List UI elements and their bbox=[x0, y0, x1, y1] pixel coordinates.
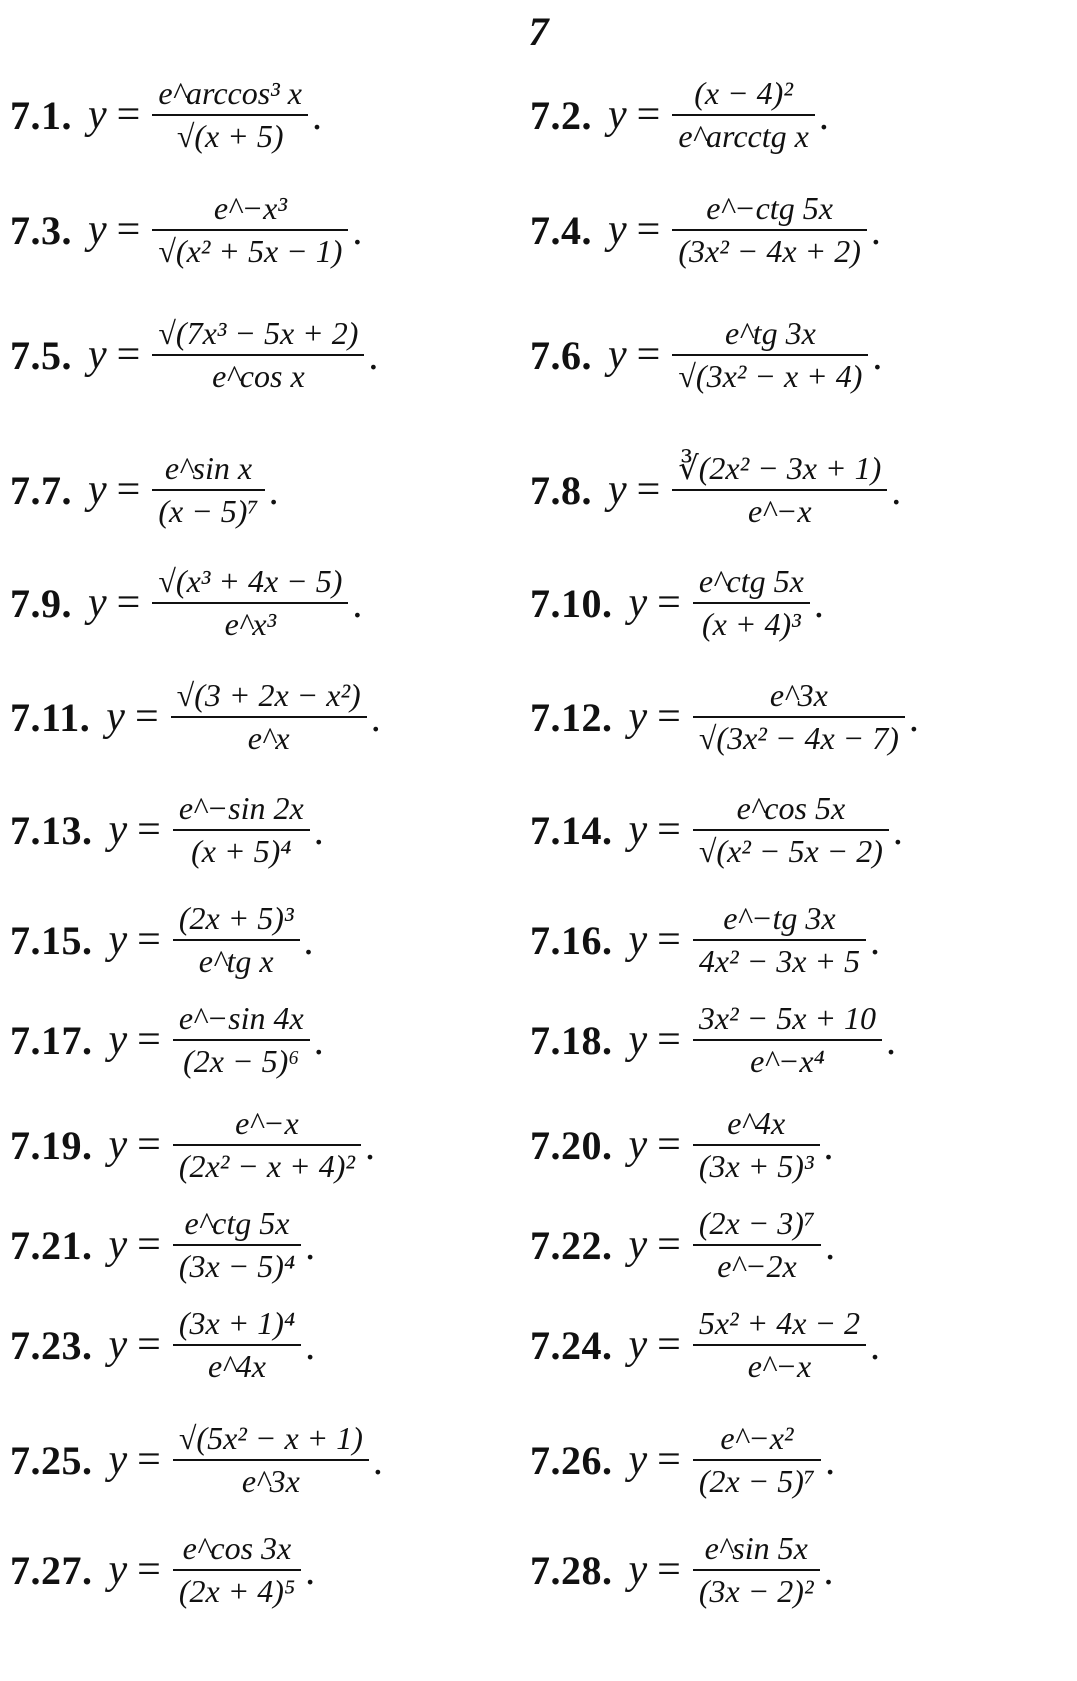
problem-label: 7.18. bbox=[530, 1017, 613, 1063]
denominator: √(3x² − x + 4) bbox=[678, 358, 863, 394]
equals-sign: = bbox=[657, 1437, 681, 1483]
period: . bbox=[825, 1437, 836, 1483]
function-symbol: y bbox=[608, 207, 627, 253]
problem-7-10 bbox=[530, 548, 824, 658]
equals-sign: = bbox=[657, 1122, 681, 1168]
problem-7-21 bbox=[10, 1190, 315, 1300]
equals-sign: = bbox=[137, 1017, 161, 1063]
numerator: (x − 4)² bbox=[694, 75, 793, 112]
problem-7-14 bbox=[530, 775, 903, 885]
problem-label: 7.12. bbox=[530, 694, 613, 740]
equals-sign: = bbox=[657, 1017, 681, 1063]
function-symbol: y bbox=[628, 1122, 648, 1168]
denominator: e^−x⁴ bbox=[750, 1043, 825, 1079]
fraction bbox=[693, 1305, 866, 1385]
equals-sign: = bbox=[137, 917, 161, 963]
fraction bbox=[152, 563, 348, 643]
period: . bbox=[305, 1222, 316, 1268]
function-symbol: y bbox=[608, 332, 627, 378]
numerator: e^−x bbox=[235, 1105, 299, 1142]
period: . bbox=[825, 1222, 836, 1268]
fraction bbox=[672, 75, 814, 155]
period: . bbox=[311, 92, 322, 138]
denominator: (2x + 4)⁵ bbox=[178, 1573, 296, 1609]
problem-7-1 bbox=[10, 60, 322, 170]
problem-7-22 bbox=[530, 1190, 835, 1300]
period: . bbox=[818, 92, 829, 138]
fraction bbox=[173, 1105, 361, 1185]
problem-label: 7.5. bbox=[10, 332, 72, 378]
numerator: √(x³ + 4x − 5) bbox=[158, 563, 343, 600]
function-symbol: y bbox=[108, 1437, 128, 1483]
problem-7-15 bbox=[10, 885, 314, 995]
problem-label: 7.6. bbox=[530, 332, 592, 378]
problem-7-27 bbox=[10, 1515, 315, 1625]
function-symbol: y bbox=[628, 917, 648, 963]
fraction bbox=[173, 1000, 310, 1080]
period: . bbox=[364, 1122, 375, 1168]
fraction bbox=[152, 75, 308, 155]
problem-label: 7.7. bbox=[10, 467, 72, 513]
denominator: e^−x bbox=[748, 493, 812, 529]
equals-sign: = bbox=[116, 580, 141, 626]
period: . bbox=[823, 1547, 834, 1593]
denominator: e^3x bbox=[241, 1463, 300, 1499]
problem-7-3 bbox=[10, 175, 362, 285]
fraction bbox=[173, 1205, 301, 1285]
numerator: √(7x³ − 5x + 2) bbox=[158, 315, 359, 352]
numerator: e^cos 3x bbox=[182, 1530, 292, 1567]
fraction bbox=[173, 790, 310, 870]
numerator: e^4x bbox=[727, 1105, 786, 1142]
problem-label: 7.19. bbox=[10, 1122, 93, 1168]
equals-sign: = bbox=[137, 1547, 161, 1593]
equals-sign: = bbox=[636, 467, 661, 513]
problem-7-25 bbox=[10, 1405, 383, 1515]
denominator: (x + 4)³ bbox=[701, 606, 801, 642]
denominator: e^4x bbox=[208, 1348, 266, 1384]
equals-sign: = bbox=[657, 807, 681, 853]
numerator: e^arccos³ x bbox=[158, 75, 302, 112]
function-symbol: y bbox=[108, 1322, 128, 1368]
period: . bbox=[305, 1322, 316, 1368]
fraction bbox=[693, 1105, 820, 1185]
period: . bbox=[352, 580, 363, 626]
period: . bbox=[892, 807, 903, 853]
function-symbol: y bbox=[628, 1437, 648, 1483]
numerator: e^−x² bbox=[720, 1420, 794, 1457]
problem-7-16 bbox=[530, 885, 880, 995]
problem-label: 7.2. bbox=[530, 92, 592, 138]
problem-7-23 bbox=[10, 1290, 315, 1400]
numerator: e^ctg 5x bbox=[184, 1205, 290, 1242]
function-symbol: y bbox=[108, 1122, 128, 1168]
problem-label: 7.16. bbox=[530, 917, 613, 963]
denominator: √(x + 5) bbox=[176, 118, 284, 154]
problem-7-2 bbox=[530, 60, 829, 170]
numerator: 3x² − 5x + 10 bbox=[698, 1000, 877, 1037]
equals-sign: = bbox=[657, 917, 681, 963]
problem-7-7 bbox=[10, 435, 279, 545]
equals-sign: = bbox=[636, 332, 661, 378]
function-symbol: y bbox=[88, 332, 107, 378]
equals-sign: = bbox=[137, 1322, 161, 1368]
period: . bbox=[908, 694, 919, 740]
problem-label: 7.4. bbox=[530, 207, 592, 253]
denominator: (3x − 2)² bbox=[698, 1573, 814, 1609]
numerator: √(5x² − x + 1) bbox=[178, 1420, 363, 1457]
problem-label: 7.9. bbox=[10, 580, 72, 626]
numerator: √(3 + 2x − x²) bbox=[176, 677, 361, 714]
problem-label: 7.20. bbox=[530, 1122, 613, 1168]
problem-label: 7.24. bbox=[530, 1322, 613, 1368]
function-symbol: y bbox=[108, 917, 128, 963]
function-symbol: y bbox=[628, 1547, 648, 1593]
problem-7-19 bbox=[10, 1090, 375, 1200]
period: . bbox=[313, 807, 324, 853]
denominator: e^cos x bbox=[212, 358, 305, 394]
numerator: e^tg 3x bbox=[724, 315, 816, 352]
problem-7-12 bbox=[530, 662, 919, 772]
problem-label: 7.10. bbox=[530, 580, 613, 626]
denominator: 4x² − 3x + 5 bbox=[698, 943, 861, 979]
fraction bbox=[693, 1420, 821, 1500]
equals-sign: = bbox=[657, 1547, 681, 1593]
problem-label: 7.8. bbox=[530, 467, 592, 513]
period: . bbox=[823, 1122, 834, 1168]
period: . bbox=[886, 1017, 897, 1063]
problem-label: 7.3. bbox=[10, 207, 72, 253]
problem-7-4 bbox=[530, 175, 881, 285]
problem-7-20 bbox=[530, 1090, 834, 1200]
numerator: ∛(2x² − 3x + 1) bbox=[678, 450, 882, 487]
equals-sign: = bbox=[137, 807, 161, 853]
equals-sign: = bbox=[137, 1122, 161, 1168]
page-number: 7 bbox=[528, 9, 549, 54]
fraction bbox=[171, 677, 367, 757]
period: . bbox=[313, 1017, 324, 1063]
denominator: e^x bbox=[247, 720, 290, 756]
numerator: e^sin 5x bbox=[704, 1530, 808, 1567]
numerator: e^sin x bbox=[164, 450, 253, 487]
denominator: (2x² − x + 4)² bbox=[178, 1148, 355, 1184]
numerator: e^−tg 3x bbox=[723, 900, 836, 937]
fraction bbox=[173, 900, 300, 980]
denominator: (3x² − 4x + 2) bbox=[678, 233, 861, 269]
period: . bbox=[813, 580, 824, 626]
equals-sign: = bbox=[137, 1222, 161, 1268]
problem-7-5 bbox=[10, 300, 378, 410]
equals-sign: = bbox=[657, 580, 681, 626]
problem-7-24 bbox=[530, 1290, 880, 1400]
function-symbol: y bbox=[106, 694, 125, 740]
denominator: e^−2x bbox=[717, 1248, 797, 1284]
period: . bbox=[891, 467, 902, 513]
fraction bbox=[672, 315, 868, 395]
problem-7-26 bbox=[530, 1405, 835, 1515]
denominator: e^arcctg x bbox=[678, 118, 809, 154]
denominator: (2x − 5)⁶ bbox=[183, 1043, 300, 1079]
equals-sign: = bbox=[116, 207, 141, 253]
problem-label: 7.11. bbox=[10, 694, 91, 740]
problem-7-6 bbox=[530, 300, 882, 410]
problem-label: 7.25. bbox=[10, 1437, 93, 1483]
fraction bbox=[693, 1000, 882, 1080]
equals-sign: = bbox=[636, 207, 661, 253]
function-symbol: y bbox=[628, 807, 648, 853]
numerator: 5x² + 4x − 2 bbox=[698, 1305, 861, 1342]
period: . bbox=[370, 694, 381, 740]
function-symbol: y bbox=[108, 1222, 128, 1268]
denominator: e^x³ bbox=[224, 606, 277, 642]
fraction bbox=[672, 190, 867, 270]
fraction bbox=[152, 315, 364, 395]
denominator: (x − 5)⁷ bbox=[158, 493, 259, 529]
period: . bbox=[368, 332, 379, 378]
denominator: (x + 5)⁴ bbox=[191, 833, 292, 869]
equals-sign: = bbox=[137, 1437, 161, 1483]
problem-7-13 bbox=[10, 775, 324, 885]
numerator: (2x + 5)³ bbox=[178, 900, 294, 937]
function-symbol: y bbox=[628, 1222, 648, 1268]
fraction bbox=[152, 190, 348, 270]
period: . bbox=[872, 332, 883, 378]
function-symbol: y bbox=[628, 694, 648, 740]
period: . bbox=[305, 1547, 316, 1593]
period: . bbox=[352, 207, 363, 253]
fraction bbox=[693, 790, 889, 870]
function-symbol: y bbox=[88, 467, 107, 513]
period: . bbox=[870, 1322, 881, 1368]
problem-label: 7.13. bbox=[10, 807, 93, 853]
problem-label: 7.23. bbox=[10, 1322, 93, 1368]
function-symbol: y bbox=[108, 807, 128, 853]
numerator: e^−sin 2x bbox=[178, 790, 304, 827]
numerator: e^−ctg 5x bbox=[706, 190, 833, 227]
problem-7-8 bbox=[530, 435, 901, 545]
problem-label: 7.15. bbox=[10, 917, 93, 963]
fraction bbox=[173, 1305, 301, 1385]
period: . bbox=[268, 467, 279, 513]
denominator: √(x² − 5x − 2) bbox=[698, 833, 883, 869]
problem-7-11 bbox=[10, 662, 381, 772]
problem-label: 7.28. bbox=[530, 1547, 613, 1593]
equals-sign: = bbox=[657, 694, 681, 740]
problem-label: 7.21. bbox=[10, 1222, 93, 1268]
problem-label: 7.27. bbox=[10, 1547, 93, 1593]
equals-sign: = bbox=[116, 332, 141, 378]
equals-sign: = bbox=[636, 92, 661, 138]
numerator: e^−x³ bbox=[213, 190, 287, 227]
numerator: e^cos 5x bbox=[736, 790, 846, 827]
numerator: e^−sin 4x bbox=[178, 1000, 304, 1037]
function-symbol: y bbox=[608, 92, 627, 138]
equals-sign: = bbox=[657, 1322, 681, 1368]
period: . bbox=[372, 1437, 383, 1483]
fraction bbox=[152, 450, 264, 530]
fraction bbox=[693, 1530, 820, 1610]
function-symbol: y bbox=[628, 1322, 648, 1368]
function-symbol: y bbox=[88, 92, 107, 138]
equals-sign: = bbox=[116, 467, 141, 513]
fraction bbox=[173, 1420, 369, 1500]
fraction bbox=[693, 677, 905, 757]
numerator: (2x − 3)⁷ bbox=[698, 1205, 816, 1242]
fraction bbox=[693, 1205, 821, 1285]
problem-label: 7.17. bbox=[10, 1017, 93, 1063]
denominator: e^−x bbox=[747, 1348, 812, 1384]
period: . bbox=[870, 207, 881, 253]
denominator: (2x − 5)⁷ bbox=[698, 1463, 816, 1499]
denominator: (3x + 5)³ bbox=[698, 1148, 814, 1184]
fraction bbox=[693, 563, 810, 643]
period: . bbox=[303, 917, 314, 963]
numerator: e^3x bbox=[769, 677, 828, 714]
equals-sign: = bbox=[657, 1222, 681, 1268]
function-symbol: y bbox=[108, 1547, 128, 1593]
denominator: √(x² + 5x − 1) bbox=[158, 233, 343, 269]
fraction bbox=[173, 1530, 301, 1610]
equals-sign: = bbox=[134, 694, 159, 740]
problem-7-18 bbox=[530, 985, 896, 1095]
function-symbol: y bbox=[108, 1017, 128, 1063]
period: . bbox=[870, 917, 881, 963]
fraction bbox=[672, 450, 887, 530]
problem-7-9 bbox=[10, 548, 362, 658]
function-symbol: y bbox=[628, 1017, 648, 1063]
problem-label: 7.14. bbox=[530, 807, 613, 853]
function-symbol: y bbox=[628, 580, 648, 626]
denominator: √(3x² − 4x − 7) bbox=[698, 720, 899, 756]
denominator: (3x − 5)⁴ bbox=[178, 1248, 296, 1284]
problem-7-17 bbox=[10, 985, 324, 1095]
function-symbol: y bbox=[88, 580, 107, 626]
problem-label: 7.1. bbox=[10, 92, 72, 138]
fraction bbox=[693, 900, 866, 980]
problem-7-28 bbox=[530, 1515, 834, 1625]
numerator: e^ctg 5x bbox=[698, 563, 804, 600]
function-symbol: y bbox=[608, 467, 627, 513]
denominator: e^tg x bbox=[198, 943, 274, 979]
equals-sign: = bbox=[116, 92, 141, 138]
problem-label: 7.26. bbox=[530, 1437, 613, 1483]
numerator: (3x + 1)⁴ bbox=[178, 1305, 296, 1342]
problem-label: 7.22. bbox=[530, 1222, 613, 1268]
function-symbol: y bbox=[88, 207, 107, 253]
